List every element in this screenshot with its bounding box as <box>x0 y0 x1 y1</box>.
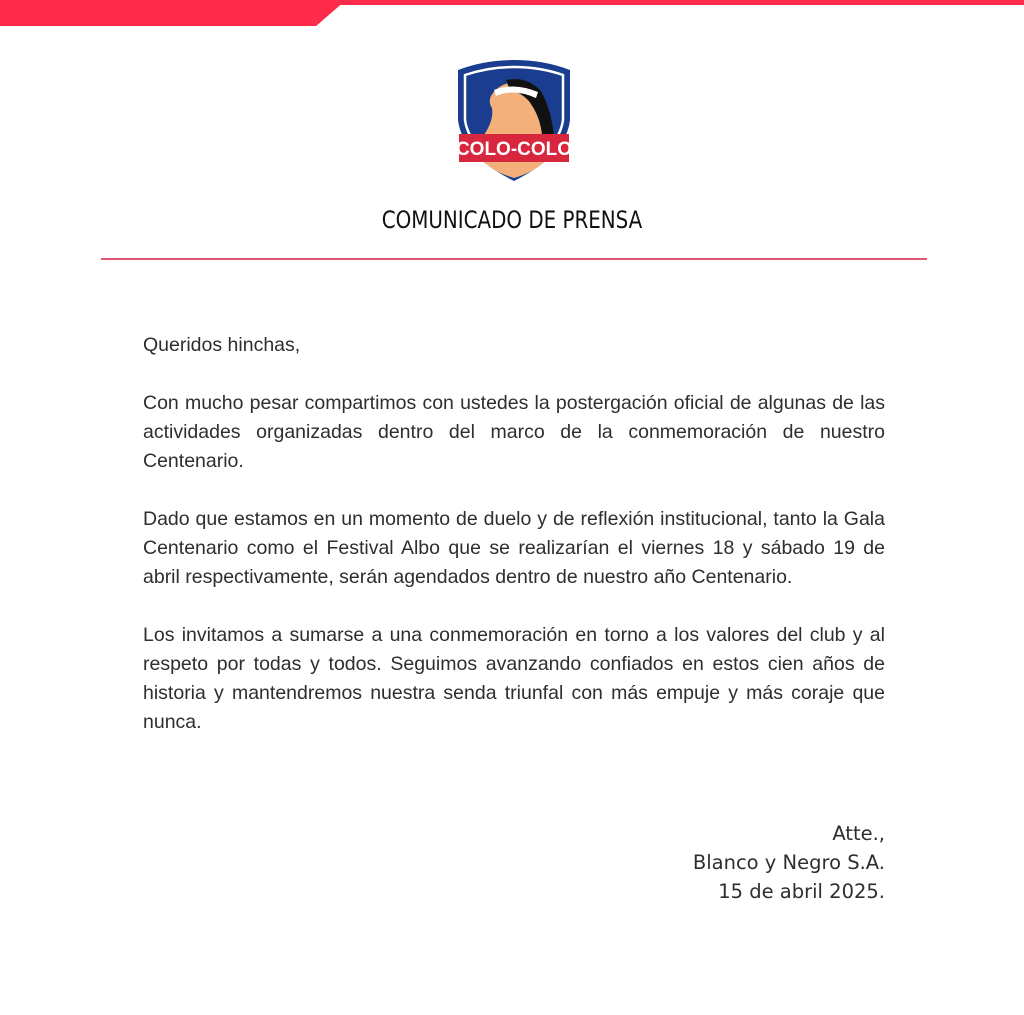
signature-closing: Atte., <box>832 822 885 845</box>
crest-label: COLO-COLO <box>455 139 573 160</box>
signature-signer: Blanco y Negro S.A. <box>692 851 885 874</box>
colo-colo-crest-icon <box>454 60 574 182</box>
paragraph-events: Dado que estamos en un momento de duelo y de reflexión institucional, tanto la Gala Centenario como el Festival Albo que se realizarían el viernes 18 y sábado 19 de abril respectivamente, serán agendados dentro de nuestro año Centenario. <box>143 508 885 588</box>
paragraph-postponement: Con mucho pesar compartimos con ustedes la postergación oficial de algunas de las actividades organizadas dentro del marco de la conmemoración de nuestro Centenario. <box>143 392 885 472</box>
top-accent-tab <box>0 0 340 26</box>
title-divider <box>101 258 927 260</box>
greeting: Queridos hinchas, <box>143 334 301 356</box>
paragraph-invitation: Los invitamos a sumarse a una conmemoración en torno a los valores del club y al respeto por todas y todos. Seguimos avanzando confiados en estos cien años de historia y mantendremos nuestra senda triunfal con más empuje y más coraje que nunca. <box>143 624 885 733</box>
signature-block <box>693 819 885 906</box>
signature-date: 15 de abril 2025. <box>718 880 885 903</box>
page-title: COMUNICADO DE PRENSA <box>381 206 643 234</box>
letter-body <box>143 331 885 766</box>
